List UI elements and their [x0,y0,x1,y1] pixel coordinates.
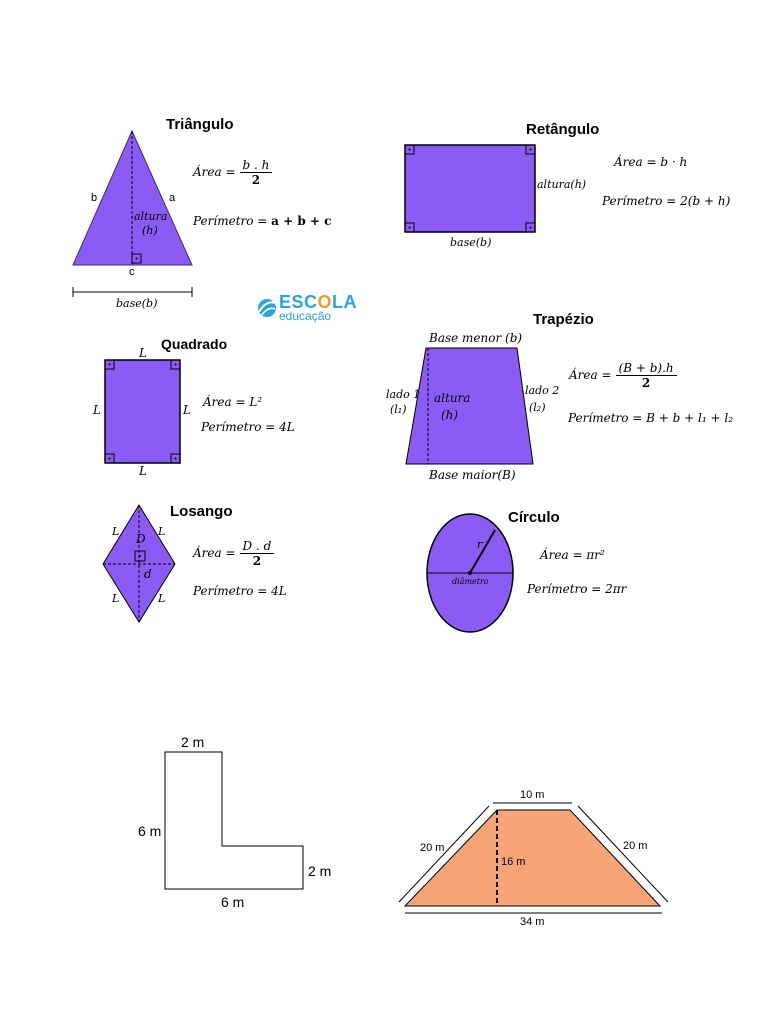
rhombus-side-bl: L [112,592,120,605]
rhombus-area-formula: Área = $\frac{D . d}{2}$ [193,539,274,568]
l-shape-bottom-label: 6 m [221,894,245,910]
escola-logo-icon [258,299,276,317]
rectangle-perimeter-formula: Perímetro = 2(b + h) [602,194,731,208]
orange-trapezoid-top-label: 10 m [520,789,545,801]
square-side-top: L [139,346,147,360]
square-area-formula: Área = L² [203,395,263,409]
logo-sub: educação [279,309,332,323]
rectangle-title: Retângulo [526,121,600,138]
rectangle-base-label: base(b) [450,236,492,249]
square-title: Quadrado [161,336,228,352]
triangle-side-b-label: b [91,192,98,204]
trapezoid-height-var: (h) [441,408,459,422]
triangle-height-var: (h) [142,224,158,237]
rhombus-side-br: L [158,592,166,605]
l-shape-right-label: 2 m [308,863,332,879]
rhombus-diag-major: D [136,532,146,546]
circle-perimeter-formula: Perímetro = 2πr [527,582,627,596]
rectangle-shape [405,145,535,232]
circle-area-formula: Área = πr² [540,548,605,562]
square-side-right: L [183,403,191,417]
triangle-perimeter-formula: Perímetro = a + b + c [193,214,332,228]
triangle-title: Triângulo [166,116,234,133]
l-shape-top-label: 2 m [181,734,205,750]
triangle-height-label: altura [134,210,168,223]
rhombus-title: Losango [170,503,233,520]
rhombus-diag-minor: d [144,567,152,581]
rectangle-height-label: altura(h) [537,178,587,191]
triangle-side-c-label: c [129,266,135,278]
trapezoid-side2-var: (l₂) [529,401,546,414]
trapezoid-base-major: Base maior(B) [429,468,516,482]
trapezoid-area-formula: Área = $\frac{(B + b).h}{2}$ [569,361,677,390]
rectangle-area-formula: Área = b · h [614,155,688,169]
orange-trapezoid-right-label: 20 m [623,840,648,852]
orange-trapezoid-left-label: 20 m [420,842,445,854]
circle-title: Círculo [508,509,560,526]
trapezoid-side2: lado 2 [525,384,560,397]
rhombus-side-tr: L [158,525,166,538]
rhombus-side-tl: L [112,525,120,538]
orange-trapezoid-bottom-label: 34 m [520,916,545,928]
l-shape [165,752,303,889]
trapezoid-perimeter-formula: Perímetro = B + b + l₁ + l₂ [568,411,734,425]
trapezoid-height-label: altura [434,391,471,405]
square-perimeter-formula: Perímetro = 4L [201,420,295,434]
square-side-left: L [93,403,101,417]
trapezoid-title: Trapézio [533,311,594,328]
orange-trapezoid-height-label: 16 m [501,856,526,868]
circle-radius-label: r [477,538,483,551]
square-shape [105,360,180,463]
square-side-bottom: L [139,464,147,478]
l-shape-left-label: 6 m [138,823,162,839]
orange-trapezoid-shape [405,810,660,906]
trapezoid-side1: lado 1 [386,388,421,401]
rhombus-perimeter-formula: Perímetro = 4L [193,584,287,598]
triangle-area-formula: Área = $\frac{b . h}{2}$ [193,158,272,187]
logo-brand: ESCOLA [279,292,358,312]
escola-logo [279,292,357,323]
trapezoid-side1-var: (l₁) [390,403,407,416]
logo-brand-o: O [317,292,333,312]
circle-diameter-label: diâmetro [452,577,489,586]
triangle-base-label: base(b) [116,297,158,310]
trapezoid-shape [406,348,533,464]
trapezoid-base-minor: Base menor (b) [429,331,523,345]
triangle-side-a-label: a [169,192,176,204]
